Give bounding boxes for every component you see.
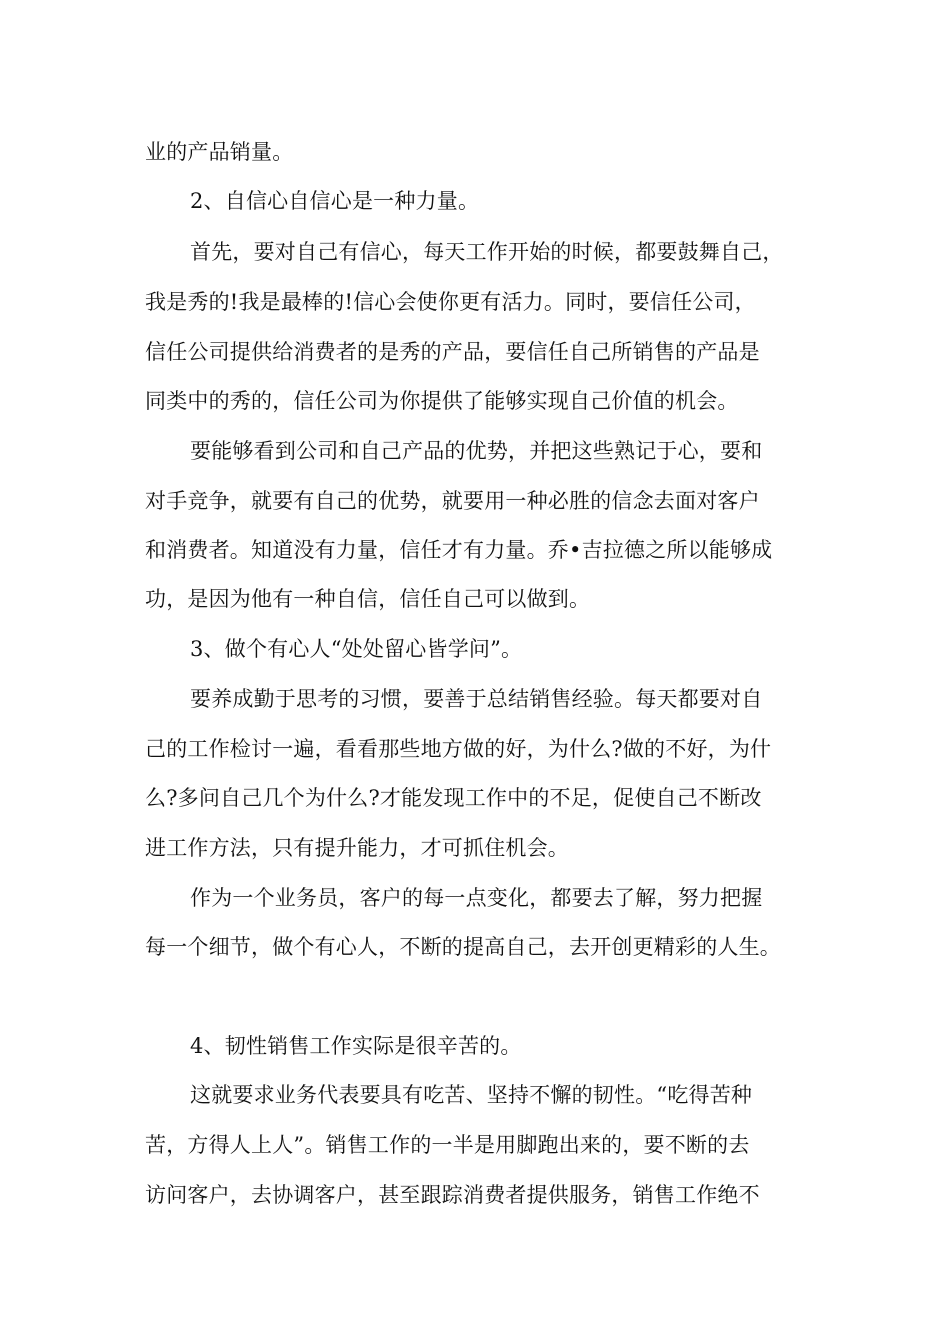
section-heading: 3、做个有心人“处处留心皆学问”。 — [190, 637, 523, 661]
text-line: 同类中的秀的，信任公司为你提供了能够实现自己价值的机会。 — [145, 389, 739, 413]
text-line: 己的工作检讨一遍，看看那些地方做的好，为什么?做的不好，为什 — [145, 737, 772, 761]
text-line: 苦，方得人上人”。销售工作的一半是用脚跑出来的，要不断的去 — [145, 1133, 750, 1157]
text-line: 我是秀的!我是最棒的!信心会使你更有活力。同时，要信任公司， — [145, 290, 756, 314]
text-line: 和消费者。知道没有力量，信任才有力量。乔•吉拉德之所以能够成 — [145, 538, 773, 562]
text-line: 进工作方法，只有提升能力，才可抓住机会。 — [145, 836, 569, 860]
text-line: 要能够看到公司和自己产品的优势，并把这些熟记于心，要和 — [190, 439, 763, 463]
text-line: 功，是因为他有一种自信，信任自己可以做到。 — [145, 587, 591, 611]
text-line: 每一个细节，做个有心人，不断的提高自己，去开创更精彩的人生。 — [145, 935, 781, 959]
text-line: 首先，要对自己有信心，每天工作开始的时候，都要鼓舞自己， — [190, 240, 784, 264]
section-heading: 4、韧性销售工作实际是很辛苦的。 — [190, 1034, 522, 1058]
text-line: 访问客户，去协调客户，甚至跟踪消费者提供服务，销售工作绝不 — [145, 1183, 760, 1207]
text-line: 信任公司提供给消费者的是秀的产品，要信任自己所销售的产品是 — [145, 340, 760, 364]
section-heading: 2、自信心自信心是一种力量。 — [190, 189, 480, 213]
text-line: 么?多问自己几个为什么?才能发现工作中的不足，促使自己不断改 — [145, 786, 762, 810]
text-line: 业的产品销量。 — [145, 140, 294, 164]
text-line: 对手竞争，就要有自己的优势，就要用一种必胜的信念去面对客户 — [145, 489, 760, 513]
text-line: 这就要求业务代表要具有吃苦、坚持不懈的韧性。“吃得苦种 — [190, 1083, 753, 1107]
text-line: 作为一个业务员，客户的每一点变化，都要去了解，努力把握 — [190, 886, 763, 910]
text-line: 要养成勤于思考的习惯，要善于总结销售经验。每天都要对自 — [190, 687, 763, 711]
